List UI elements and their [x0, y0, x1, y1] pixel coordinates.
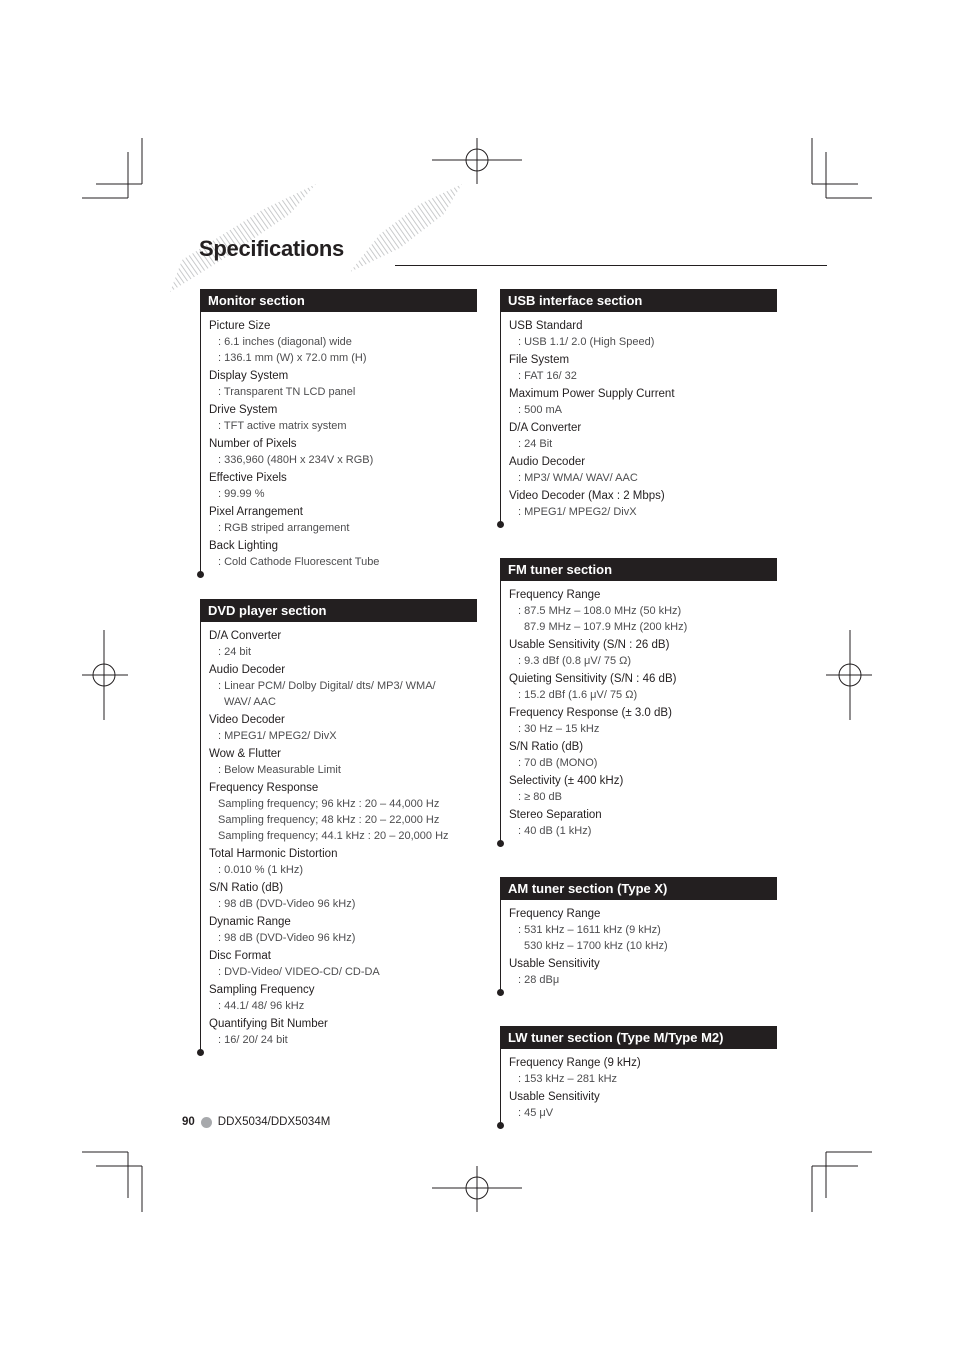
spec-value: Sampling frequency; 96 kHz : 20 – 44,000 Hz — [218, 798, 440, 810]
spec-value: : 500 mA — [518, 404, 563, 416]
spec-label: Usable Sensitivity — [509, 1091, 600, 1103]
spec-label: Usable Sensitivity — [509, 958, 600, 970]
spec-value: : 136.1 mm (W) x 72.0 mm (H) — [218, 352, 367, 364]
spec-item — [509, 739, 777, 771]
spec-label: Frequency Range — [509, 908, 601, 920]
spec-value: Sampling frequency; 44.1 kHz : 20 – 20,000 Hz — [218, 830, 449, 842]
spec-item — [509, 420, 777, 452]
spec-item — [209, 662, 477, 710]
spec-label: D/A Converter — [209, 630, 282, 642]
section-am-tuner — [500, 877, 777, 992]
spec-label: Drive System — [209, 404, 278, 416]
spec-item — [209, 628, 477, 660]
model-name: DDX5034/DDX5034M — [217, 1116, 331, 1128]
spec-label: Video Decoder — [209, 714, 285, 726]
spec-value: : DVD-Video/ VIDEO-CD/ CD-DA — [218, 966, 380, 978]
section-body — [200, 312, 477, 574]
spec-value: : 45 μV — [518, 1107, 554, 1119]
spec-item — [509, 352, 777, 384]
spec-item — [509, 454, 777, 486]
spec-value: : 0.010 % (1 kHz) — [218, 864, 303, 876]
spec-item — [209, 436, 477, 468]
page-title: Specifications — [199, 236, 344, 261]
spec-label: Frequency Response (± 3.0 dB) — [509, 707, 672, 719]
section-heading: USB interface section — [500, 289, 777, 312]
spec-item — [509, 488, 777, 520]
spec-item — [509, 705, 777, 737]
spec-label: Disc Format — [209, 950, 271, 962]
spec-label: Back Lighting — [209, 540, 279, 552]
spec-value: : MPEG1/ MPEG2/ DivX — [218, 730, 337, 742]
section-usb-interface — [500, 289, 777, 524]
spec-value: : 70 dB (MONO) — [518, 757, 598, 769]
spec-value: : Linear PCM/ Dolby Digital/ dts/ MP3/ WMA/ — [218, 680, 436, 692]
spec-value: : Below Measurable Limit — [218, 764, 341, 776]
spec-item — [509, 807, 777, 839]
spec-label: Sampling Frequency — [209, 984, 315, 996]
spec-value: : 531 kHz – 1611 kHz (9 kHz) — [518, 924, 661, 936]
spec-item — [209, 538, 477, 570]
section-heading: DVD player section — [200, 599, 477, 622]
spec-item — [209, 402, 477, 434]
spec-item — [509, 956, 777, 988]
spec-label: Audio Decoder — [509, 456, 586, 468]
spec-item — [209, 846, 477, 878]
section-fm-tuner — [500, 558, 777, 843]
spec-value: : 15.2 dBf (1.6 μV/ 75 Ω) — [518, 689, 638, 701]
spec-label: Selectivity (± 400 kHz) — [509, 775, 624, 787]
spec-value: 87.9 MHz – 107.9 MHz (200 kHz) — [524, 621, 688, 633]
section-body — [200, 622, 477, 1052]
spec-label: Wow & Flutter — [209, 748, 281, 760]
spec-item — [209, 318, 477, 366]
spec-item — [509, 906, 777, 954]
spec-label: Quieting Sensitivity (S/N : 46 dB) — [509, 673, 677, 685]
spec-label: Frequency Range (9 kHz) — [509, 1057, 641, 1069]
spec-item — [209, 914, 477, 946]
spec-item — [509, 1055, 777, 1087]
spec-value: : Cold Cathode Fluorescent Tube — [218, 556, 380, 568]
spec-item — [509, 587, 777, 635]
spec-value: : 98 dB (DVD-Video 96 kHz) — [218, 932, 356, 944]
section-lw-tuner — [500, 1026, 777, 1125]
spec-item — [209, 368, 477, 400]
spec-label: Usable Sensitivity (S/N : 26 dB) — [509, 639, 670, 651]
spec-label: Display System — [209, 370, 289, 382]
spec-value: : FAT 16/ 32 — [518, 370, 577, 382]
section-heading: Monitor section — [200, 289, 477, 312]
spec-item — [209, 1016, 477, 1048]
spec-item — [209, 712, 477, 744]
spec-value: 530 kHz – 1700 kHz (10 kHz) — [524, 940, 668, 952]
spec-value: : 16/ 20/ 24 bit — [218, 1034, 288, 1046]
spec-value: : 24 bit — [218, 646, 252, 658]
spec-value: : 30 Hz – 15 kHz — [518, 723, 600, 735]
spec-item — [509, 318, 777, 350]
section-heading: LW tuner section (Type M/Type M2) — [500, 1026, 777, 1049]
spec-item — [209, 982, 477, 1014]
spec-item — [209, 470, 477, 502]
spec-value: : 44.1/ 48/ 96 kHz — [218, 1000, 305, 1012]
section-body — [500, 581, 777, 843]
spec-label: D/A Converter — [509, 422, 582, 434]
spec-label: Maximum Power Supply Current — [509, 388, 675, 400]
spec-value: : TFT active matrix system — [218, 420, 347, 432]
right-column — [500, 289, 777, 1125]
spec-value: : 99.99 % — [218, 488, 265, 500]
spec-label: S/N Ratio (dB) — [209, 882, 284, 894]
spec-label: File System — [509, 354, 570, 366]
section-body — [500, 312, 777, 524]
spec-label: Frequency Range — [509, 589, 601, 601]
spec-item — [209, 880, 477, 912]
spec-value: : 153 kHz – 281 kHz — [518, 1073, 618, 1085]
page-footer — [182, 1114, 330, 1130]
spec-value: : Transparent TN LCD panel — [218, 386, 356, 398]
section-monitor — [200, 289, 477, 574]
spec-item — [509, 637, 777, 669]
section-body — [500, 1049, 777, 1125]
spec-value: : 28 dBμ — [518, 974, 560, 986]
section-dvd-player — [200, 599, 477, 1052]
spec-item — [509, 1089, 777, 1121]
spec-value: : 9.3 dBf (0.8 μV/ 75 Ω) — [518, 655, 632, 667]
spec-label: Number of Pixels — [209, 438, 297, 450]
section-heading: FM tuner section — [500, 558, 777, 581]
spec-label: Stereo Separation — [509, 809, 602, 821]
spec-value: : ≥ 80 dB — [518, 791, 562, 803]
spec-item — [509, 773, 777, 805]
spec-value: : 40 dB (1 kHz) — [518, 825, 592, 837]
spec-label: Pixel Arrangement — [209, 506, 303, 518]
spec-value: Sampling frequency; 48 kHz : 20 – 22,000 Hz — [218, 814, 440, 826]
spec-item — [209, 948, 477, 980]
spec-label: Total Harmonic Distortion — [209, 848, 338, 860]
spec-value: : MP3/ WMA/ WAV/ AAC — [518, 472, 638, 484]
spec-item — [509, 386, 777, 418]
page-number: 90 — [182, 1116, 195, 1128]
spec-value: : RGB striped arrangement — [218, 522, 350, 534]
spec-item — [209, 780, 477, 844]
spec-label: Video Decoder (Max : 2 Mbps) — [509, 490, 665, 502]
section-heading: AM tuner section (Type X) — [500, 877, 777, 900]
spec-value: : 336,960 (480H x 234V x RGB) — [218, 454, 374, 466]
spec-label: Picture Size — [209, 320, 271, 332]
spec-label: Frequency Response — [209, 782, 319, 794]
spec-value: : 6.1 inches (diagonal) wide — [218, 336, 352, 348]
left-column — [200, 289, 477, 1052]
spec-value: : 24 Bit — [518, 438, 553, 450]
spec-item — [509, 671, 777, 703]
section-body — [500, 900, 777, 992]
spec-label: USB Standard — [509, 320, 583, 332]
spec-label: Audio Decoder — [209, 664, 286, 676]
spec-value: : MPEG1/ MPEG2/ DivX — [518, 506, 637, 518]
spec-label: Dynamic Range — [209, 916, 291, 928]
spec-item — [209, 746, 477, 778]
spec-label: S/N Ratio (dB) — [509, 741, 584, 753]
spec-value: : 87.5 MHz – 108.0 MHz (50 kHz) — [518, 605, 682, 617]
bullet-dot-icon — [201, 1117, 212, 1128]
spec-label: Effective Pixels — [209, 472, 287, 484]
spec-item — [209, 504, 477, 536]
title-rule — [395, 265, 827, 266]
spec-value: : USB 1.1/ 2.0 (High Speed) — [518, 336, 655, 348]
spec-value: : 98 dB (DVD-Video 96 kHz) — [218, 898, 356, 910]
spec-value: WAV/ AAC — [224, 696, 276, 708]
spec-label: Quantifying Bit Number — [209, 1018, 328, 1030]
